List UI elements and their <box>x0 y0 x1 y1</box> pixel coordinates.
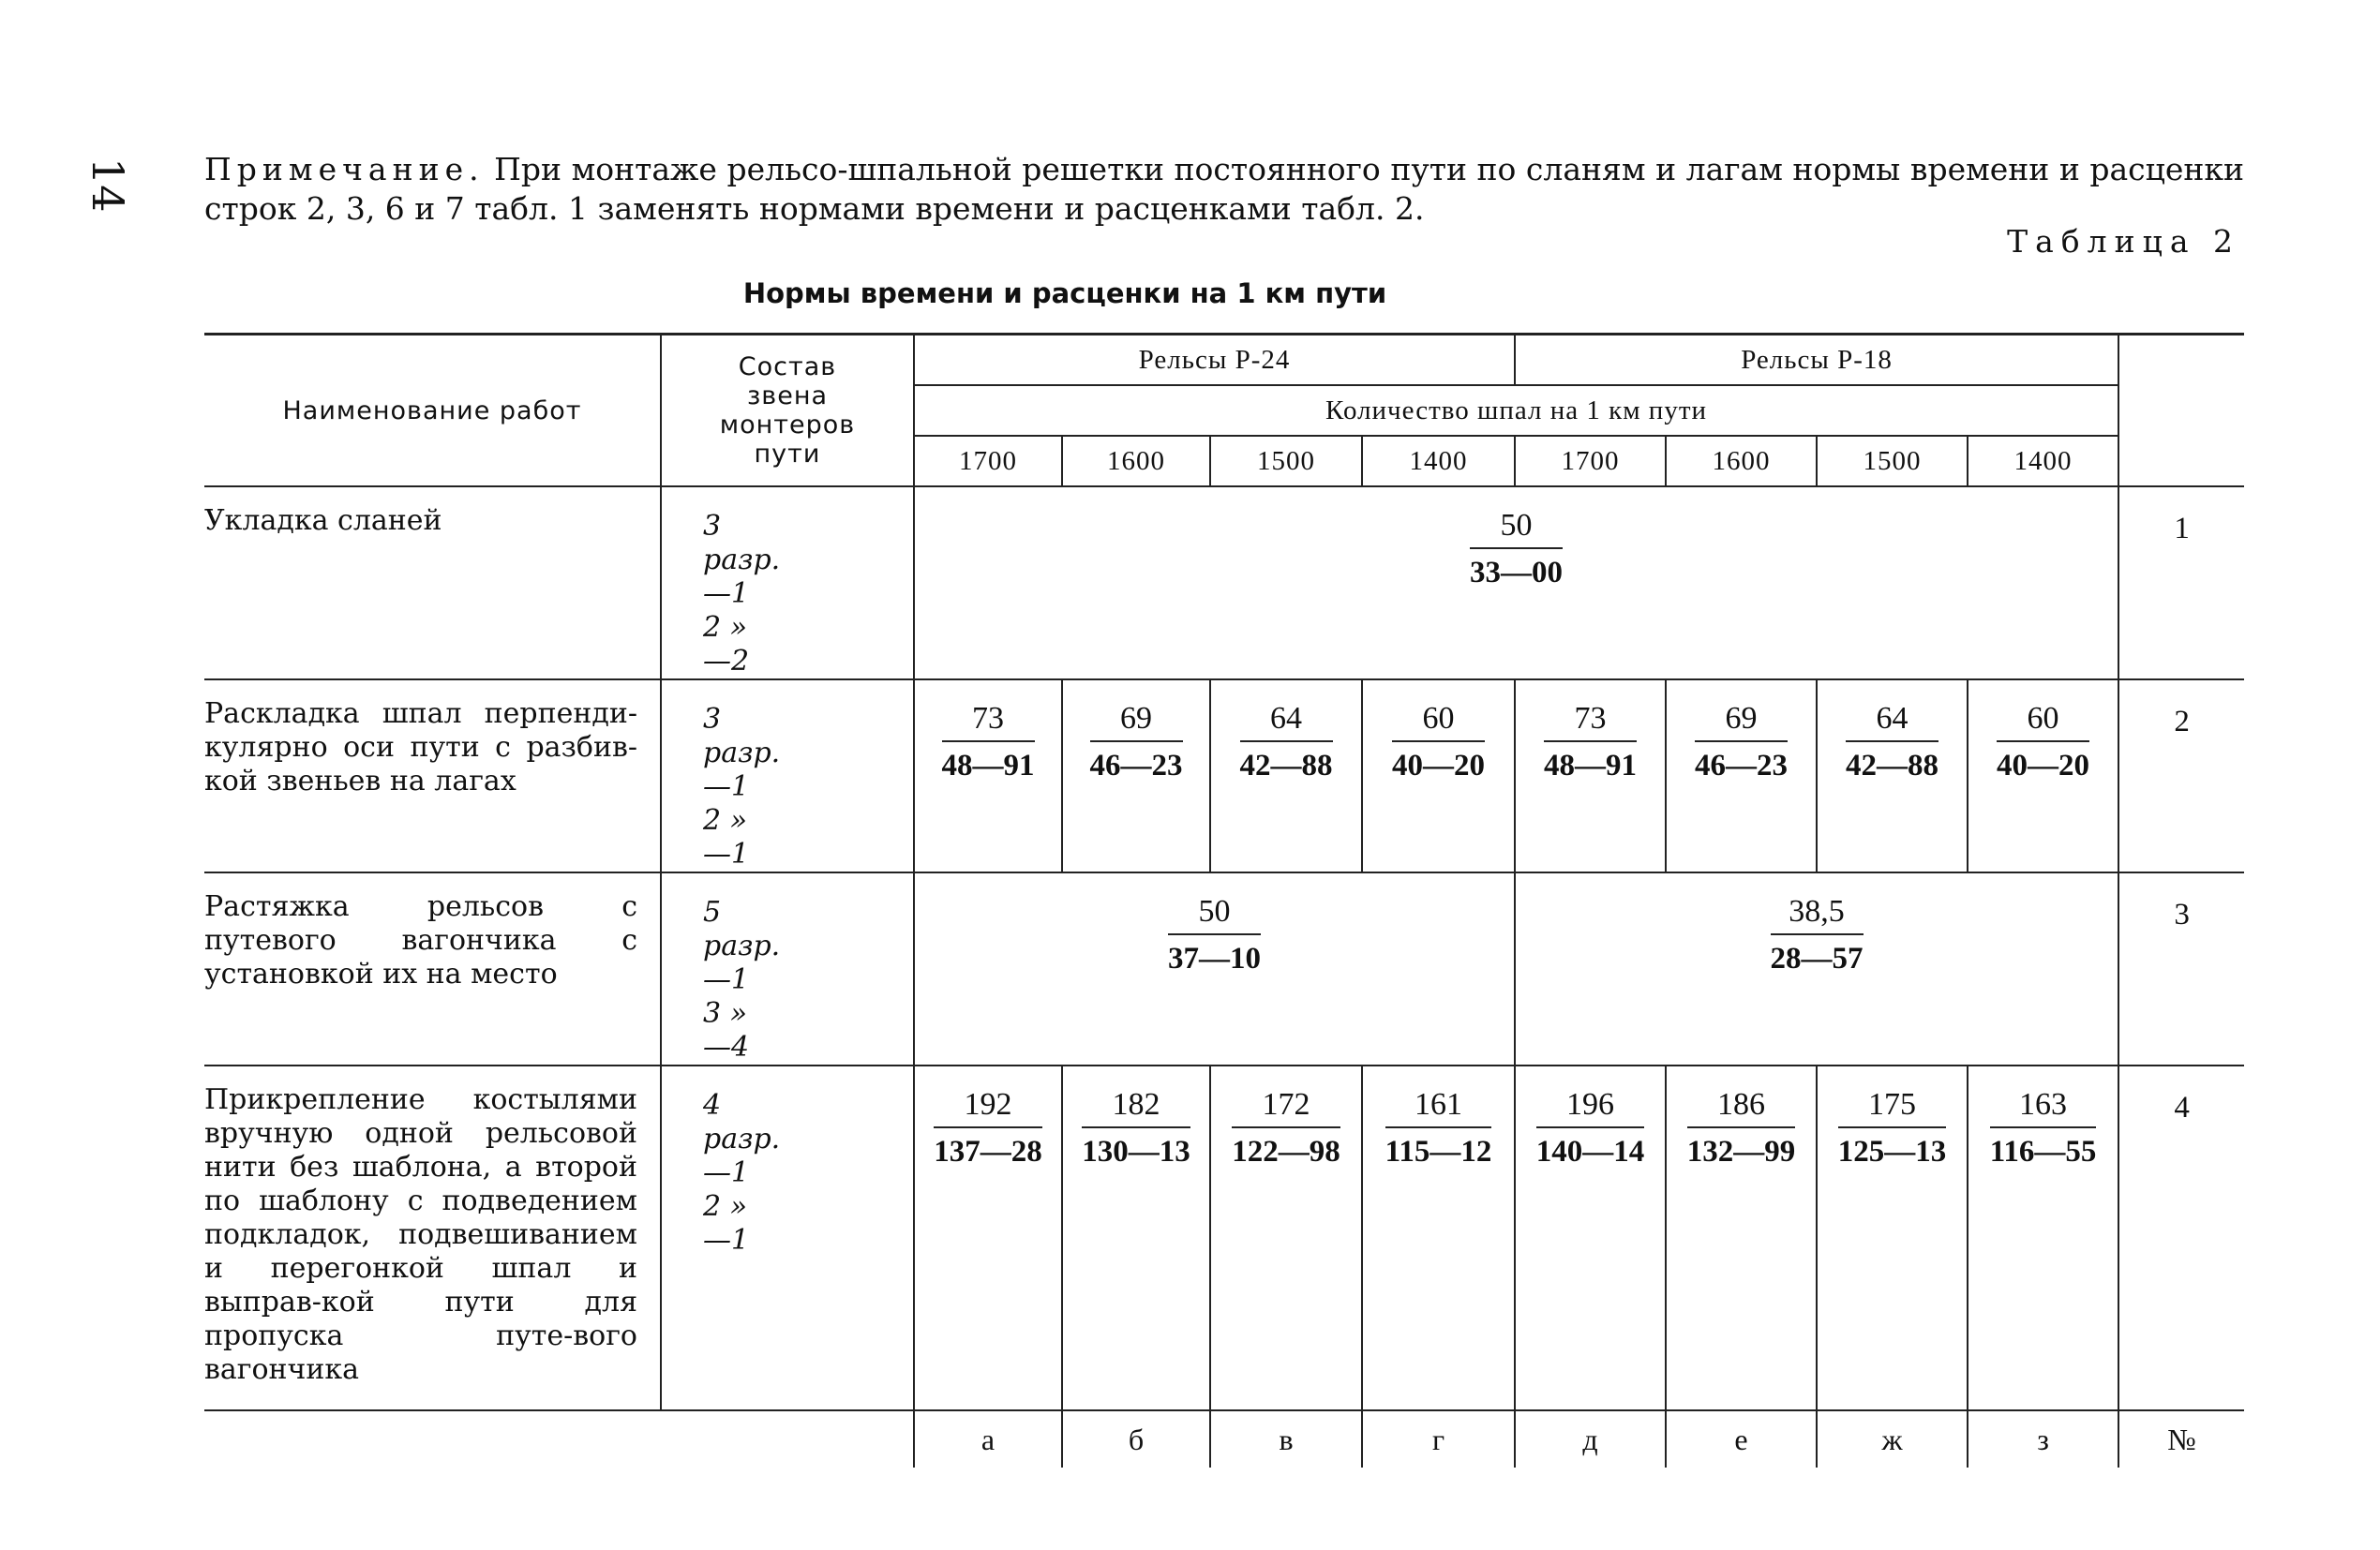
norm-cell <box>914 679 1062 872</box>
column-letter: б <box>1062 1410 1210 1468</box>
crew-count: —1 <box>703 1156 750 1189</box>
norm-cell <box>1362 1066 1515 1410</box>
crew-count: —1 <box>703 770 750 803</box>
norm-rate: 140—14 <box>1535 1135 1645 1169</box>
norm-rate: 37—10 <box>1168 942 1262 976</box>
norm-cell <box>1666 1066 1817 1410</box>
norm-rate: 122—98 <box>1232 1135 1340 1169</box>
crew-grade: 5 разр. <box>703 896 781 962</box>
row-number: 4 <box>2118 1066 2244 1410</box>
column-letter: в <box>1210 1410 1362 1468</box>
work-name: Растяжка рельсов с путевого вагончика с установкой их на место <box>204 872 661 1066</box>
norm-time: 64 <box>1240 701 1333 742</box>
crew-grade: 2 » <box>703 1190 747 1223</box>
norm-cell <box>1515 679 1666 872</box>
row-number: 2 <box>2118 679 2244 872</box>
norm-cell <box>914 872 1515 1066</box>
norm-time: 69 <box>1090 701 1183 742</box>
crew-count: —2 <box>703 645 750 678</box>
header-crew <box>661 335 914 487</box>
norm-time: 163 <box>1990 1087 2097 1128</box>
note-label: Примечание. <box>204 151 485 187</box>
crew-count: —1 <box>703 577 750 610</box>
norm-rate: 42—88 <box>1846 749 1939 782</box>
header-count: 1600 <box>1666 436 1817 486</box>
column-letter: д <box>1515 1410 1666 1468</box>
crew-count: —1 <box>703 838 750 871</box>
norm-time: 50 <box>1470 508 1563 549</box>
norm-time: 64 <box>1846 701 1938 742</box>
norm-rate: 125—13 <box>1837 1135 1947 1169</box>
header-sleepers: Количество шпал на 1 км пути <box>914 385 2118 436</box>
norm-time: 69 <box>1695 701 1788 742</box>
norm-rate: 48—91 <box>941 749 1035 782</box>
norm-rate: 40—20 <box>1392 749 1486 782</box>
note-text: При монтаже рельсо-шпальной решетки постоянного пути по сланям и лагам нормы времени и расценки строк 2, 3, 6 и 7 табл. 1 заменять нормами времени и расценками табл. 2. <box>204 151 2244 227</box>
header-crew-line: Состав <box>738 352 837 381</box>
crew-composition <box>661 1066 914 1410</box>
norm-rate: 137—28 <box>934 1135 1042 1169</box>
work-name: Прикрепление костылями вручную одной рельсовой нити без шаблона, а второй по шаблону с подведением подкладок, подвешиванием и перегонкой шпал и выправ-кой пути для пропуска путе-вого вагончика <box>204 1066 661 1410</box>
header-work-name: Наименование работ <box>204 335 661 487</box>
norm-rate: 42—88 <box>1239 749 1333 782</box>
work-name: Раскладка шпал перпенди-кулярно оси пути с разбив-кой звеньев на лагах <box>204 679 661 872</box>
norm-rate: 28—57 <box>1770 942 1864 976</box>
crew-composition <box>661 486 914 679</box>
norm-time: 186 <box>1687 1087 1796 1128</box>
norm-rate: 46—23 <box>1089 749 1183 782</box>
header-crew-line: звена <box>746 381 829 410</box>
norm-time: 50 <box>1168 894 1261 935</box>
column-letter: ж <box>1817 1410 1968 1468</box>
norm-cell <box>914 486 2118 679</box>
table-label: Таблица 2 <box>2007 223 2240 260</box>
norm-cell <box>1210 1066 1362 1410</box>
table-row <box>204 1066 2244 1410</box>
header-count: 1600 <box>1062 436 1210 486</box>
norm-time: 196 <box>1536 1087 1645 1128</box>
header-count: 1700 <box>914 436 1062 486</box>
header-rails-p18: Рельсы Р-18 <box>1515 335 2118 386</box>
header-rails-p24: Рельсы Р-24 <box>914 335 1515 386</box>
norms-table <box>204 333 2244 1468</box>
norm-rate: 116—55 <box>1989 1135 2097 1169</box>
row-number: 1 <box>2118 486 2244 679</box>
norm-time: 73 <box>942 701 1035 742</box>
header-count: 1400 <box>1968 436 2118 486</box>
crew-grade: 4 разр. <box>703 1089 781 1155</box>
header-crew-line: монтеров <box>719 410 856 440</box>
crew-count: —1 <box>703 1224 750 1257</box>
header-count: 1500 <box>1817 436 1968 486</box>
norm-cell <box>1062 1066 1210 1410</box>
norm-time: 60 <box>1392 701 1485 742</box>
page-number: 14 <box>82 157 133 213</box>
column-letter: а <box>914 1410 1062 1468</box>
norm-cell <box>1968 679 2118 872</box>
crew-composition <box>661 872 914 1066</box>
crew-grade: 2 » <box>703 804 747 837</box>
footer-row <box>204 1410 2244 1468</box>
header-count: 1700 <box>1515 436 1666 486</box>
norm-time: 161 <box>1385 1087 1492 1128</box>
norm-rate: 40—20 <box>1997 749 2090 782</box>
norm-time: 38,5 <box>1771 894 1864 935</box>
column-number-sign: № <box>2118 1410 2244 1468</box>
norm-rate: 46—23 <box>1695 749 1789 782</box>
column-letter: е <box>1666 1410 1817 1468</box>
crew-grade: 3 » <box>703 997 747 1030</box>
norm-time: 192 <box>934 1087 1042 1128</box>
crew-count: —4 <box>703 1031 750 1064</box>
header-count: 1500 <box>1210 436 1362 486</box>
norm-time: 60 <box>1997 701 2089 742</box>
norm-cell <box>1666 679 1817 872</box>
table-row <box>204 679 2244 872</box>
norm-cell <box>1817 679 1968 872</box>
column-letter: г <box>1362 1410 1515 1468</box>
norm-time: 73 <box>1544 701 1637 742</box>
column-letter: з <box>1968 1410 2118 1468</box>
norm-rate: 33—00 <box>1470 556 1564 589</box>
norm-rate: 48—91 <box>1544 749 1638 782</box>
crew-composition <box>661 679 914 872</box>
norm-rate: 115—12 <box>1385 1135 1492 1169</box>
norm-cell <box>1515 872 2118 1066</box>
crew-grade: 3 разр. <box>703 703 781 769</box>
table-row <box>204 486 2244 679</box>
norm-cell <box>1210 679 1362 872</box>
norm-cell <box>1817 1066 1968 1410</box>
header-crew-line: пути <box>754 440 821 469</box>
table-row <box>204 872 2244 1066</box>
crew-grade: 3 разр. <box>703 510 781 576</box>
norm-time: 175 <box>1838 1087 1947 1128</box>
norm-cell <box>1062 679 1210 872</box>
header-count: 1400 <box>1362 436 1515 486</box>
norm-cell <box>1362 679 1515 872</box>
table-title: Нормы времени и расценки на 1 км пути <box>742 277 1387 309</box>
work-name: Укладка сланей <box>204 486 661 679</box>
norm-time: 182 <box>1082 1087 1190 1128</box>
header-number-col <box>2118 335 2244 487</box>
crew-grade: 2 » <box>703 611 747 644</box>
norm-time: 172 <box>1232 1087 1340 1128</box>
norm-rate: 130—13 <box>1082 1135 1190 1169</box>
norm-cell <box>1515 1066 1666 1410</box>
footer-blank <box>204 1410 914 1468</box>
row-number: 3 <box>2118 872 2244 1066</box>
crew-count: —1 <box>703 963 750 996</box>
norm-cell <box>914 1066 1062 1410</box>
norm-rate: 132—99 <box>1686 1135 1796 1169</box>
note-paragraph <box>204 150 2244 229</box>
norm-cell <box>1968 1066 2118 1410</box>
